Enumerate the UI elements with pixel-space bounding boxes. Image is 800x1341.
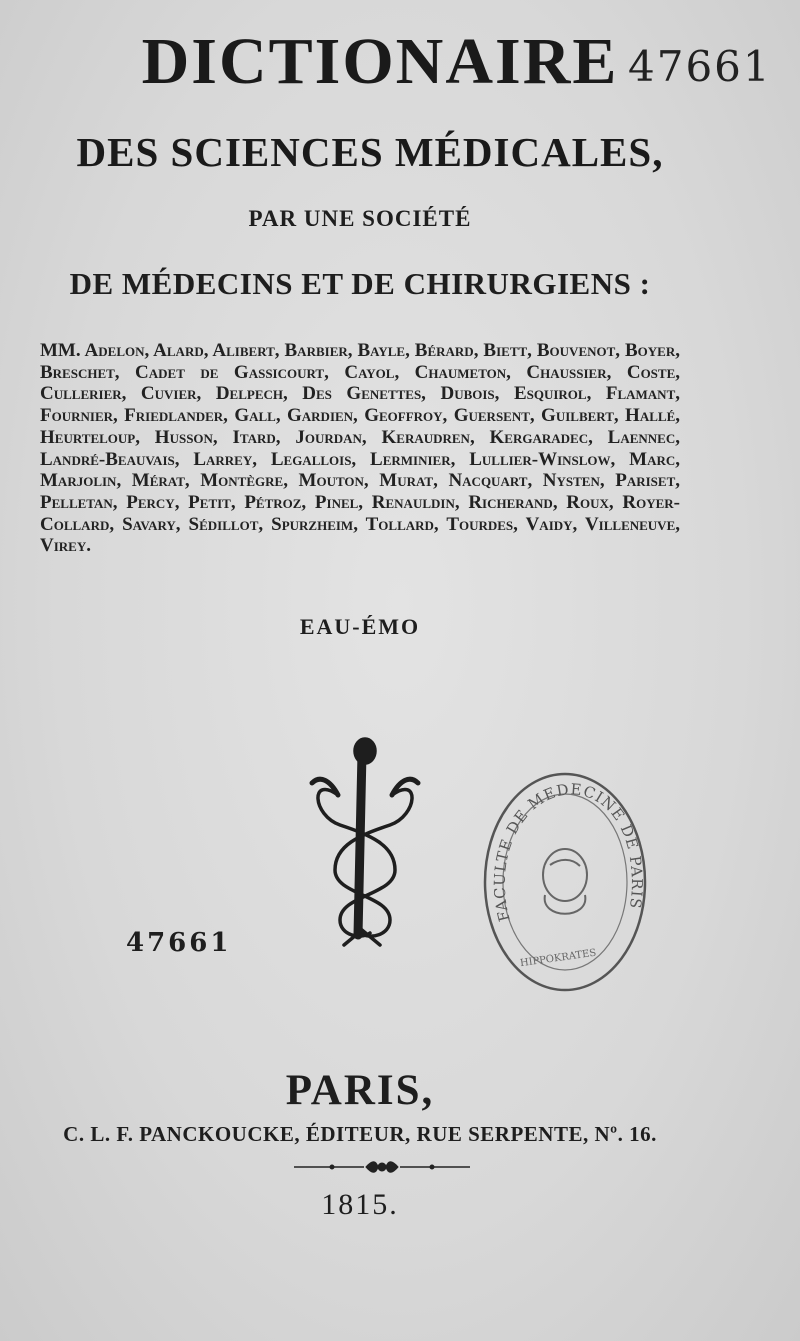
library-stamp-icon	[480, 770, 650, 995]
book-subtitle: DES SCIENCES MÉDICALES,	[76, 129, 664, 175]
caduceus-icon	[300, 735, 430, 955]
stamp-text: FACULTE DE MEDECINE DE PARIS	[490, 780, 646, 924]
svg-text:FACULTE DE MEDECINE DE PARIS	[491, 780, 646, 923]
volume-range: EAU-ÉMO	[299, 614, 421, 639]
book-title: DICTIONAIRE	[141, 25, 619, 98]
shelfmark-top: 47661	[628, 42, 772, 91]
society-line-2: DE MÉDECINS ET DE CHIRURGIENS :	[69, 266, 651, 301]
ornament-rule-icon	[292, 1156, 472, 1178]
imprint-year: 1815.	[321, 1188, 399, 1221]
stamp-motto: HIPPOKRATES	[519, 947, 597, 970]
imprint-city: PARIS,	[285, 1067, 435, 1114]
shelfmark-bottom: 47661	[126, 928, 232, 958]
imprint-publisher: C. L. F. PANCKOUCKE, ÉDITEUR, RUE SERPENTE, Nº. 16.	[63, 1122, 657, 1146]
society-line-1: PAR UNE SOCIÉTÉ	[248, 206, 472, 231]
members-list: MM. Adelon, Alard, Alibert, Barbier, Bayle, Bérard, Biett, Bouvenot, Boyer, Breschet, Cadet de Gassicourt, Cayol, Chaumeton, Chaussier, Coste, Cullerier, Cuvier, Delpech, Des Genettes, Dubois, Esquirol, Flamant, Fournier, Friedlander, Gall, Gardien, Geoffroy, Guersent, Guilbert, Hallé, Heurteloup, Husson, Itard, Jourdan, Keraudren, Kergaradec, Laennec, Landré-Beauvais, Larrey, Legallois, Lerminier, Lullier-Winslow, Marc, Marjolin, Mérat, Montègre, Mouton, Murat, Nacquart, Nysten, Pariset, Pelletan, Percy, Petit, Pétroz, Pinel, Renauldin, Richerand, Roux, Royer-Collard, Savary, Sédillot, Spurzheim, Tollard, Tourdes, Vaidy, Villeneuve, Virey.	[40, 340, 680, 557]
